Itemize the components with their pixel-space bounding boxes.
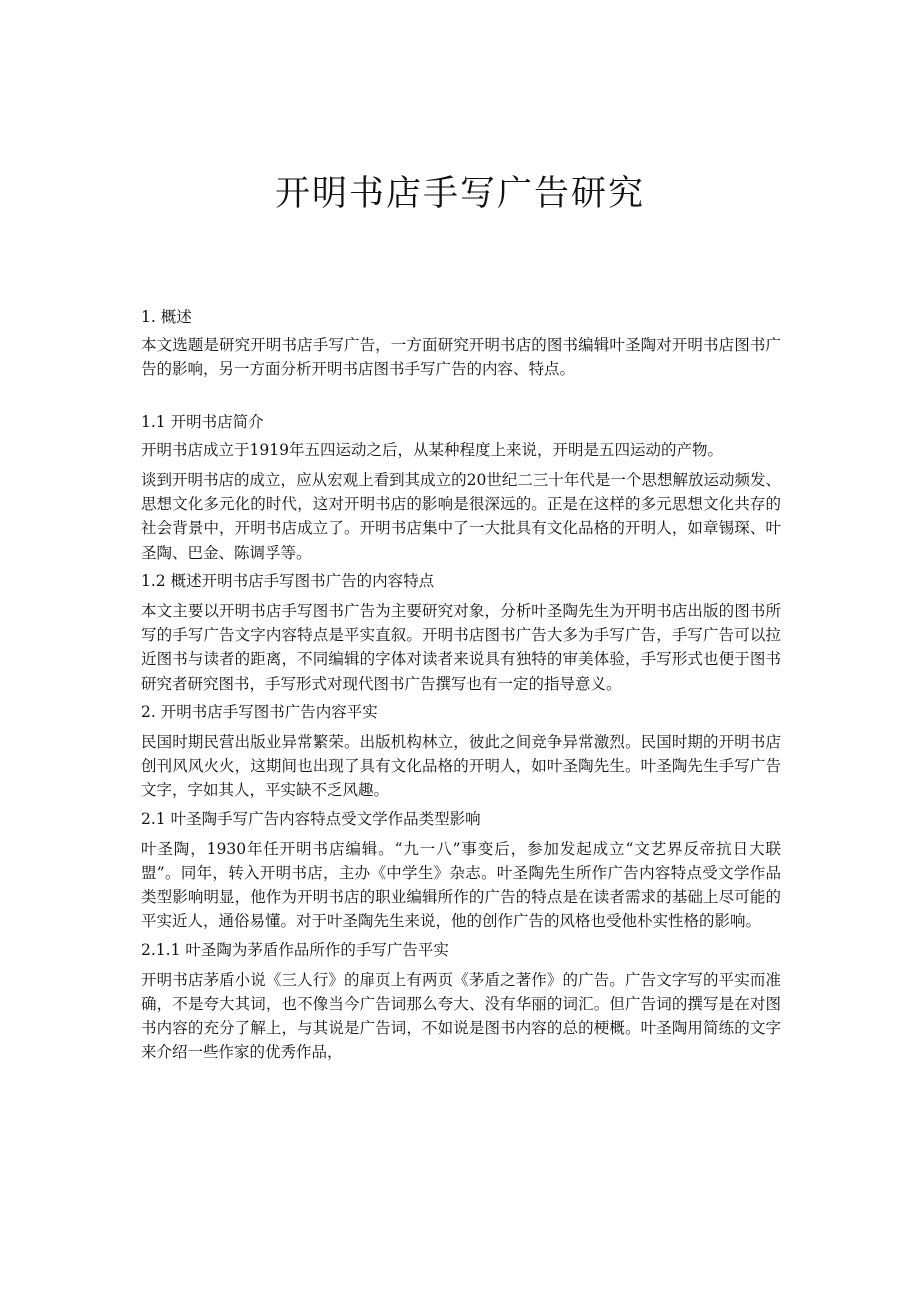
paragraph: 叶圣陶，1930年任开明书店编辑。“九一八”事变后，参加发起成立“文艺界反帝抗日大联盟”。同年，转入开明书店，主办《中学生》杂志。叶圣陶先生所作广告内容特点受文学作品类型影响明显，他作为开明书店的职业编辑所作的广告的特点是在读者需求的基础上尽可能的平实近人，通俗易懂。对于叶圣陶先生来说，他的创作广告的风格也受他朴实性格的影响。	[141, 839, 781, 931]
paragraph: 开明书店茅盾小说《三人行》的扉页上有两页《茅盾之著作》的广告。广告文字写的平实而准确，不是夸大其词，也不像当今广告词那么夸大、没有华丽的词汇。但广告词的撰写是在对图书内容的充分了解上，与其说是广告词，不如说是图书内容的总的梗概。叶圣陶用简练的文字来介绍一些作家的优秀作品，	[141, 970, 781, 1062]
paragraph: 本文选题是研究开明书店手写广告，一方面研究开明书店的图书编辑叶圣陶对开明书店图书广告的影响，另一方面分析开明书店图书手写广告的内容、特点。	[141, 336, 781, 379]
section-heading-bookstore-intro: 1.1 开明书店简介	[141, 412, 264, 431]
paragraph: 谈到开明书店的成立，应从宏观上看到其成立的20世纪二三十年代是一个思想解放运动频发、思想文化多元化的时代，这对开明书店的影响是很深远的。正是在这样的多元思想文化共存的社会背景中，开明书店成立了。开明书店集中了一大批具有文化品格的开明人，如章锡琛、叶圣陶、巴金、陈调孚等。	[141, 471, 781, 562]
section-heading-content-features: 1.2 概述开明书店手写图书广告的内容特点	[141, 571, 435, 590]
section-heading-plain-content: 2. 开明书店手写图书广告内容平实	[141, 702, 378, 721]
document-body	[141, 305, 781, 1065]
section-heading-mao-dun-ads: 2.1.1 叶圣陶为茅盾作品所作的手写广告平实	[141, 940, 449, 959]
section-heading-ye-shengtao-style: 2.1 叶圣陶手写广告内容特点受文学作品类型影响	[141, 809, 481, 828]
paragraph: 开明书店成立于1919年五四运动之后，从某种程度上来说，开明是五四运动的产物。	[141, 440, 723, 459]
paragraph: 本文主要以开明书店手写图书广告为主要研究对象，分析叶圣陶先生为开明书店出版的图书所写的手写广告文字内容特点是平实直叙。开明书店图书广告大多为手写广告，手写广告可以拉近图书与读者的距离，不同编辑的字体对读者来说具有独特的审美体验，手写形式也便于图书研究者研究图书，手写形式对现代图书广告撰写也有一定的指导意义。	[141, 602, 781, 693]
section-heading-overview: 1. 概述	[141, 308, 192, 326]
paragraph: 民国时期民营出版业异常繁荣。出版机构林立，彼此之间竞争异常激烈。民国时期的开明书店创刊风风火火，这期间也出现了具有文化品格的开明人，如叶圣陶先生。叶圣陶先生手写广告文字，字如其人，平实缺不乏风趣。	[141, 733, 781, 800]
document-title: 开明书店手写广告研究	[274, 174, 645, 214]
